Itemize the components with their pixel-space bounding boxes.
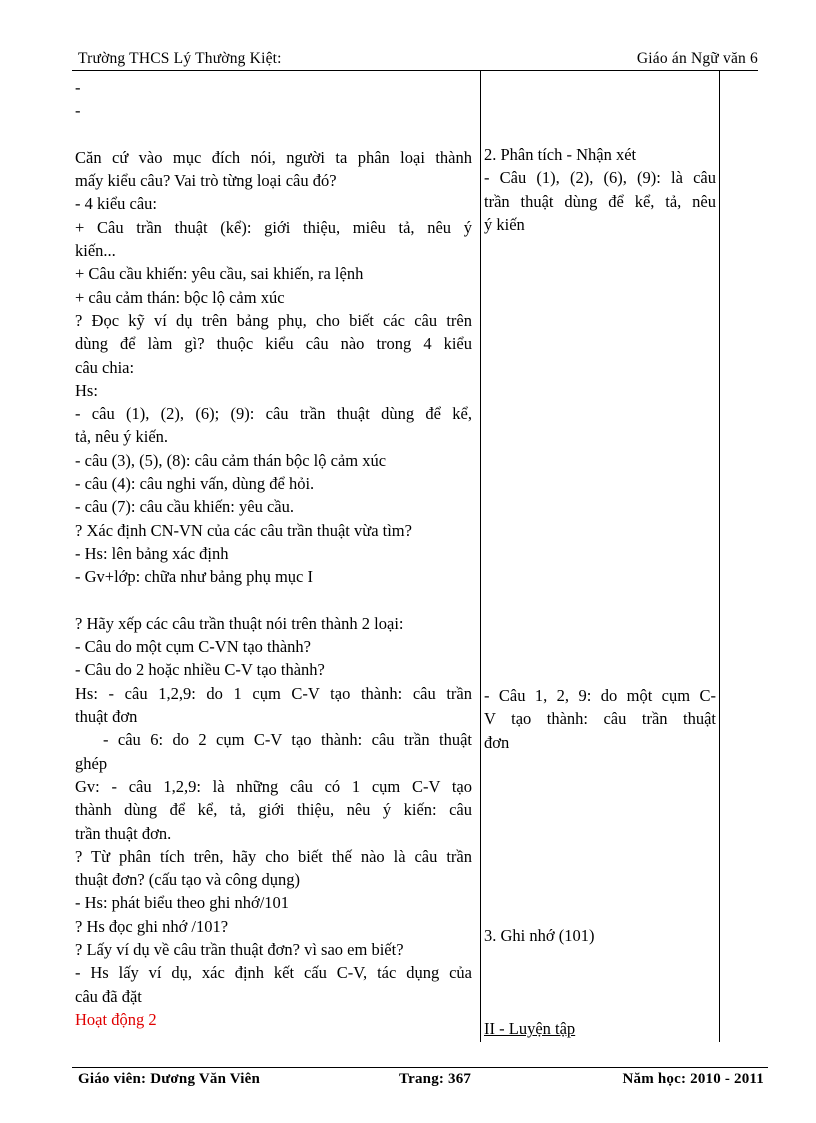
list-item: thành dùng để kể, tả, giới thiệu, nêu ý kiến: câu [75,800,472,820]
list-item: - [75,78,81,97]
list-item: Hs: - câu 1,2,9: do 1 cụm C-V tạo thành: câu trần [75,683,472,703]
list-item: - Hs: lên bảng xác định [75,543,229,563]
list-item: - câu (1), (2), (6); (9): câu trần thuật dùng để kể, [75,404,472,424]
list-item: ? Đọc kỹ ví dụ trên bảng phụ, cho biết các câu trên [75,310,472,330]
list-item: - Câu do 2 hoặc nhiều C-V tạo thành? [75,660,325,680]
list-item: câu đã đặt [75,986,142,1006]
list-item: ? Lấy ví dụ về câu trần thuật đơn? vì sao em biết? [75,939,404,959]
list-item: - Câu 1, 2, 9: do một cụm C- [484,686,716,705]
list-item: - câu (7): câu cầu khiến: yêu cầu. [75,497,294,517]
page-number: Trang: 367 [399,1071,472,1087]
section-heading: 2. Phân tích - Nhận xét [484,145,637,164]
list-item: trần thuật dùng để kể, tả, nêu [484,191,716,211]
list-item: ? Hs đọc ghi nhớ /101? [75,916,229,936]
list-item: - [75,101,81,121]
list-item: - Câu do một cụm C-VN tạo thành? [75,637,311,657]
list-item: Gv: - câu 1,2,9: là những câu có 1 cụm C-V tạo [75,776,472,796]
list-item: kiến... [75,241,116,261]
list-item: ý kiến [484,214,525,234]
list-item: tả, nêu ý kiến. [75,427,169,447]
column-divider [480,71,481,1042]
subject-title: Giáo án Ngữ văn 6 [636,50,758,67]
list-item: đơn [484,732,510,752]
list-item: - Gv+lớp: chữa như bảng phụ mục I [75,567,313,587]
list-item: - 4 kiểu câu: [75,194,158,214]
list-item: + Câu trần thuật (kể): giới thiệu, miêu tả, nêu ý [75,217,472,237]
list-item: ghép [75,753,108,773]
list-item: ? Hãy xếp các câu trần thuật nói trên thành 2 loại: [75,613,404,633]
list-item: Hs: [75,380,98,400]
list-item: trần thuật đơn. [75,823,172,843]
teacher-name: Giáo viên: Dương Văn Viên [78,1071,261,1087]
activity-heading: Hoạt động 2 [75,1009,157,1029]
lesson-table [72,71,720,1042]
analysis-block [484,143,716,236]
list-item: - Hs: phát biểu theo ghi nhớ/101 [75,893,290,913]
simple-sentence-block [484,684,716,754]
list-item: - câu (3), (5), (8): câu cảm thán bộc lộ cảm xúc [75,450,387,470]
list-item: + Câu cầu khiến: yêu cầu, sai khiến, ra lệnh [75,264,364,284]
memo-block [484,924,716,947]
list-item: dùng để làm gì? thuộc kiểu câu nào trong 4 kiểu [75,334,472,354]
table-right-border [719,71,720,1042]
school-year: Năm học: 2010 - 2011 [622,1071,764,1087]
list-item: mấy kiểu câu? Vai trò từng loại câu đó? [75,171,337,191]
list-item: - Hs lấy ví dụ, xác định kết cấu C-V, tác dụng của [75,963,472,983]
teacher-activity-column [75,76,472,1031]
list-item: câu chia: [75,357,135,377]
list-item: ? Từ phân tích trên, hãy cho biết thế nào là câu trần [75,846,472,866]
section-heading: 3. Ghi nhớ (101) [484,926,595,945]
list-item: thuật đơn? (cấu tạo và công dụng) [75,870,300,890]
page-header [78,46,758,68]
school-name: Trường THCS Lý Thường Kiệt: [78,50,282,67]
list-item: - Câu (1), (2), (6), (9): là câu [484,168,716,188]
list-item: ? Xác định CN-VN của các câu trần thuật vừa tìm? [75,520,412,540]
list-item: V tạo thành: câu trần thuật [484,709,716,729]
list-item: thuật đơn [75,707,138,727]
list-item: + câu cảm thán: bộc lộ cảm xúc [75,287,285,307]
list-item: - câu (4): câu nghi vấn, dùng để hỏi. [75,474,315,494]
list-item: - câu 6: do 2 cụm C-V tạo thành: câu trần thuật [103,730,472,750]
footer-divider [72,1067,768,1068]
section-heading: II - Luyện tập [484,1019,576,1038]
practice-block [484,1017,716,1040]
list-item: Căn cứ vào mục đích nói, người ta phân loại thành [75,147,472,167]
